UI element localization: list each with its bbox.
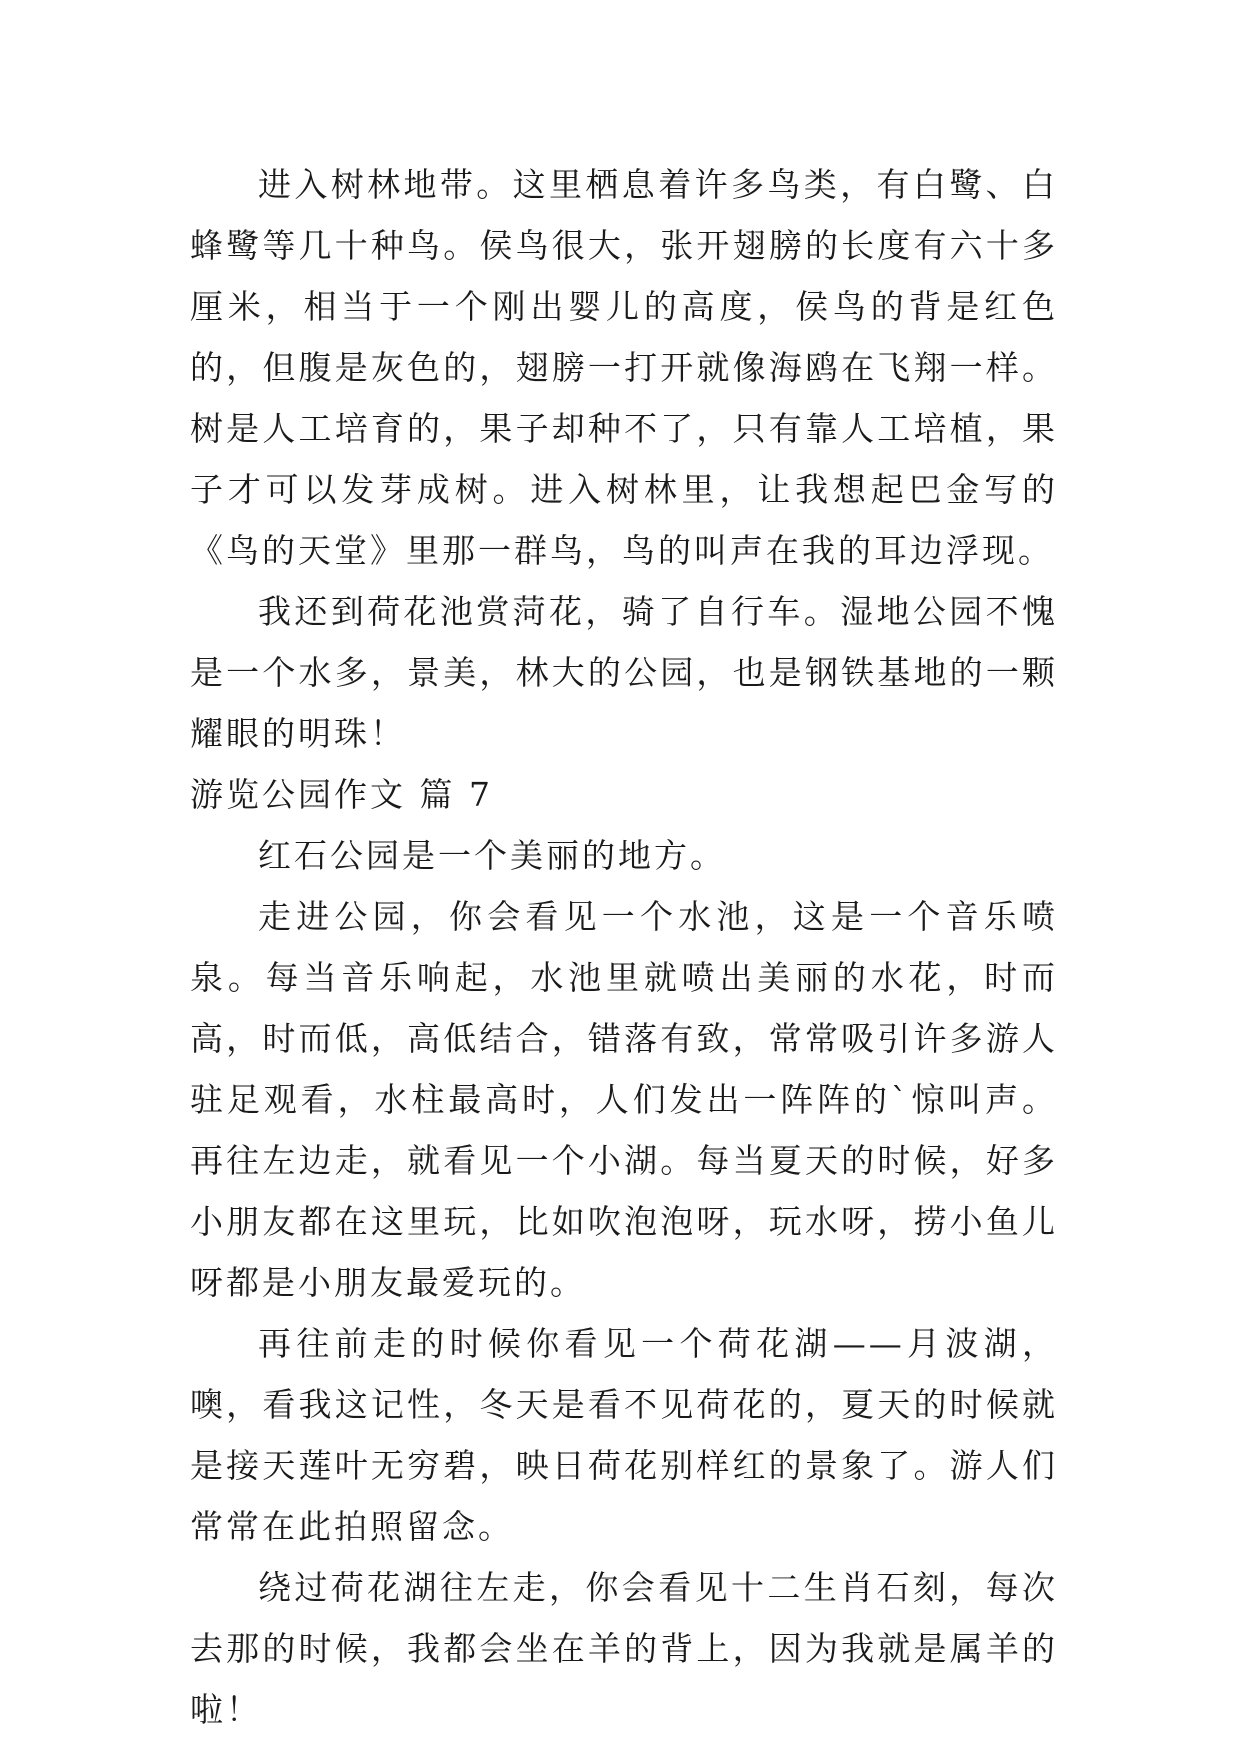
paragraph-intro: 红石公园是一个美丽的地方。 (258, 836, 726, 875)
paragraph-forest-birds: 进入树林地带。这里栖息着许多鸟类，有白鹭、白蜂鹭等几十种鸟。侯鸟很大，张开翅膀的长度有六十多厘米，相当于一个刚出婴儿的高度，侯鸟的背是红色的，但腹是灰色的，翅膀一打开就像海鸥在飞翔一样。树是人工培育的，果子却种不了，只有靠人工培植，果子才可以发芽成树。进入树林里，让我想起巴金写的《鸟的天堂》里那一群鸟，鸟的叫声在我的耳边浮现。 (190, 165, 1058, 570)
paragraph-moon-lake: 再往前走的时候你看见一个荷花湖——月波湖，噢，看我这记性，冬天是看不见荷花的，夏天的时候就是接天莲叶无穷碧，映日荷花别样红的景象了。游人们常常在此拍照留念。 (190, 1324, 1058, 1546)
document-page (190, 154, 1058, 1740)
paragraph-lotus-pond: 我还到荷花池赏菏花，骑了自行车。湿地公园不愧是一个水多，景美，林大的公园，也是钢铁基地的一颗耀眼的明珠！ (190, 592, 1058, 753)
paragraph-zodiac-carvings: 绕过荷花湖往左走，你会看见十二生肖石刻，每次去那的时候，我都会坐在羊的背上，因为我就是属羊的啦！ (190, 1568, 1058, 1729)
paragraph-fountain: 走进公园，你会看见一个水池，这是一个音乐喷泉。每当音乐响起，水池里就喷出美丽的水花，时而高，时而低，高低结合，错落有致，常常吸引许多游人驻足观看，水柱最高时，人们发出一阵阵的`惊叫声。再往左边走，就看见一个小湖。每当夏天的时候，好多小朋友都在这里玩，比如吹泡泡呀，玩水呀，捞小鱼儿呀都是小朋友最爱玩的。 (190, 897, 1058, 1302)
section-heading: 游览公园作文 篇 7 (190, 775, 493, 814)
